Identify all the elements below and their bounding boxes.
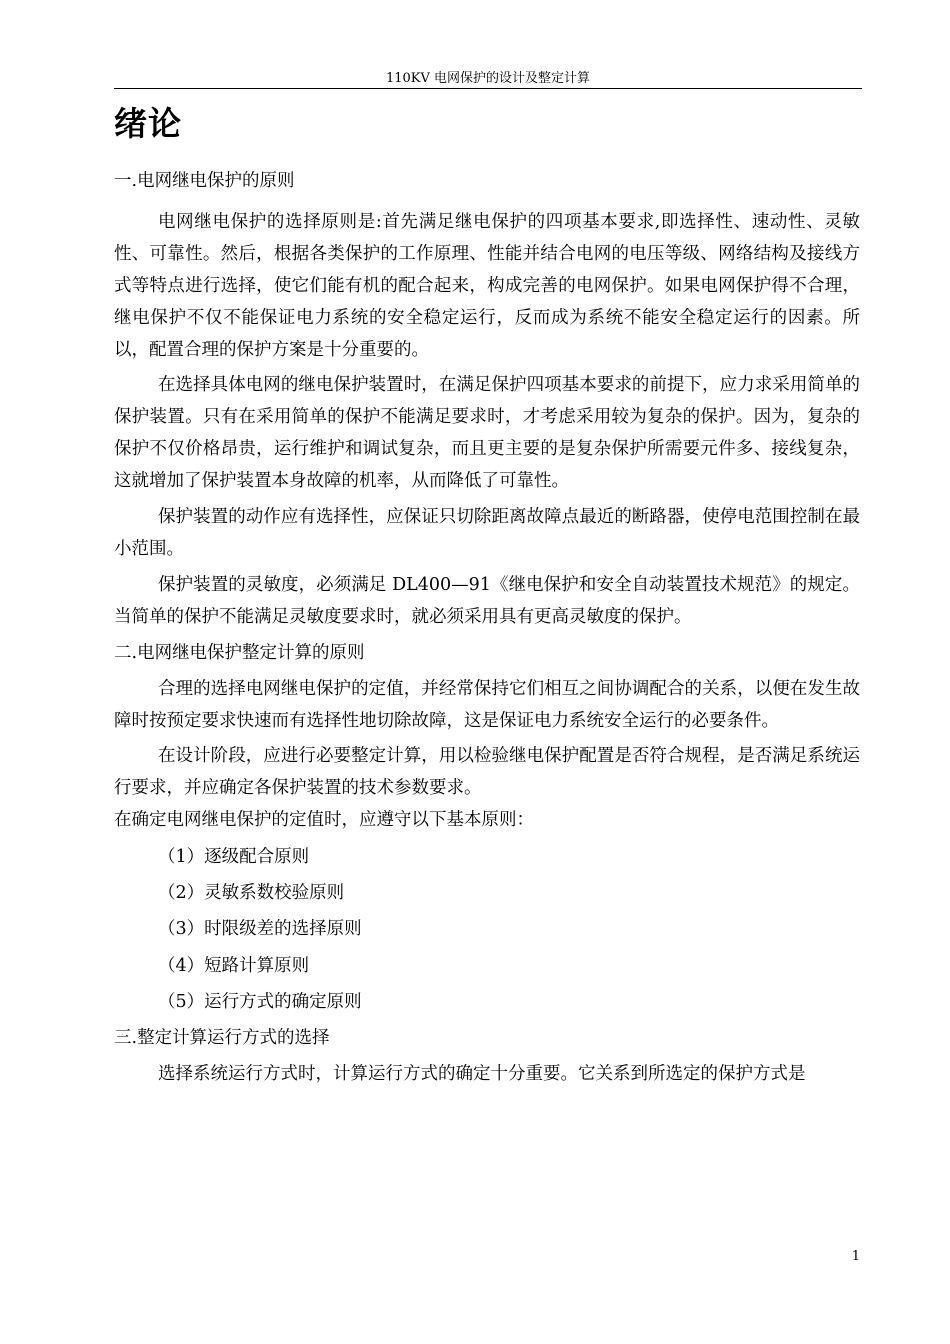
paragraph: 选择系统运行方式时，计算运行方式的确定十分重要。它关系到所选定的保护方式是 — [158, 1064, 806, 1085]
list-item: （1）逐级配合原则 — [158, 846, 310, 867]
section-heading-1: 一.电网继电保护的原则 — [114, 171, 295, 191]
page-number: 1 — [851, 1249, 860, 1264]
chapter-title: 绪论 — [114, 104, 182, 143]
paragraph: 在确定电网继电保护的定值时，应遵守以下基本原则： — [114, 810, 534, 831]
paragraph: 保护装置的动作应有选择性，应保证只切除距离故障点最近的断路器，使停电范围控制在最小范围。 — [114, 507, 860, 559]
header-rule — [114, 88, 862, 89]
paragraph: 合理的选择电网继电保护的定值，并经常保持它们相互之间协调配合的关系，以便在发生故障时按预定要求快速而有选择性地切除故障，这是保证电力系统安全运行的必要条件。 — [114, 678, 860, 731]
paragraph: 在选择具体电网的继电保护装置时，在满足保护四项基本要求的前提下，应力求采用简单的保护装置。只有在采用简单的保护不能满足要求时，才考虑采用较为复杂的保护。因为，复杂的保护不仅价格昂贵，运行维护和调试复杂，而且更主要的是复杂保护所需要元件多、接线复杂，这就增加了保护装置本身故障的机率，从而降低了可靠性。 — [114, 375, 860, 492]
paragraph: 在设计阶段，应进行必要整定计算，用以检验继电保护配置是否符合规程，是否满足系统运行要求，并应确定各保护装置的技术参数要求。 — [114, 746, 860, 799]
section-heading-3: 三.整定计算运行方式的选择 — [114, 1028, 330, 1049]
list-item: （3）时限级差的选择原则 — [158, 919, 362, 940]
page-header: 110KV 电网保护的设计及整定计算 — [385, 71, 591, 86]
paragraph: 保护装置的灵敏度，必须满足 DL400—91《继电保护和安全自动装置技术规范》的规定。当简单的保护不能满足灵敏度要求时，就必须采用具有更高灵敏度的保护。 — [114, 574, 860, 627]
list-item: （2）灵敏系数校验原则 — [158, 883, 345, 904]
section-heading-2: 二.电网继电保护整定计算的原则 — [114, 642, 365, 663]
paragraph: 电网继电保护的选择原则是:首先满足继电保护的四项基本要求,即选择性、速动性、灵敏性、可靠性。然后，根据各类保护的工作原理、性能并结合电网的电压等级、网络结构及接线方式等特点进行选择，使它们能有机的配合起来，构成完善的电网保护。如果电网保护得不合理，继电保护不仅不能保证电力系统的安全稳定运行，反而成为系统不能安全稳定运行的因素。所以，配置合理的保护方案是十分重要的。 — [114, 211, 860, 360]
body-content — [114, 166, 860, 1091]
list-item: （5）运行方式的确定原则 — [158, 992, 362, 1013]
list-item: （4）短路计算原则 — [158, 955, 310, 976]
